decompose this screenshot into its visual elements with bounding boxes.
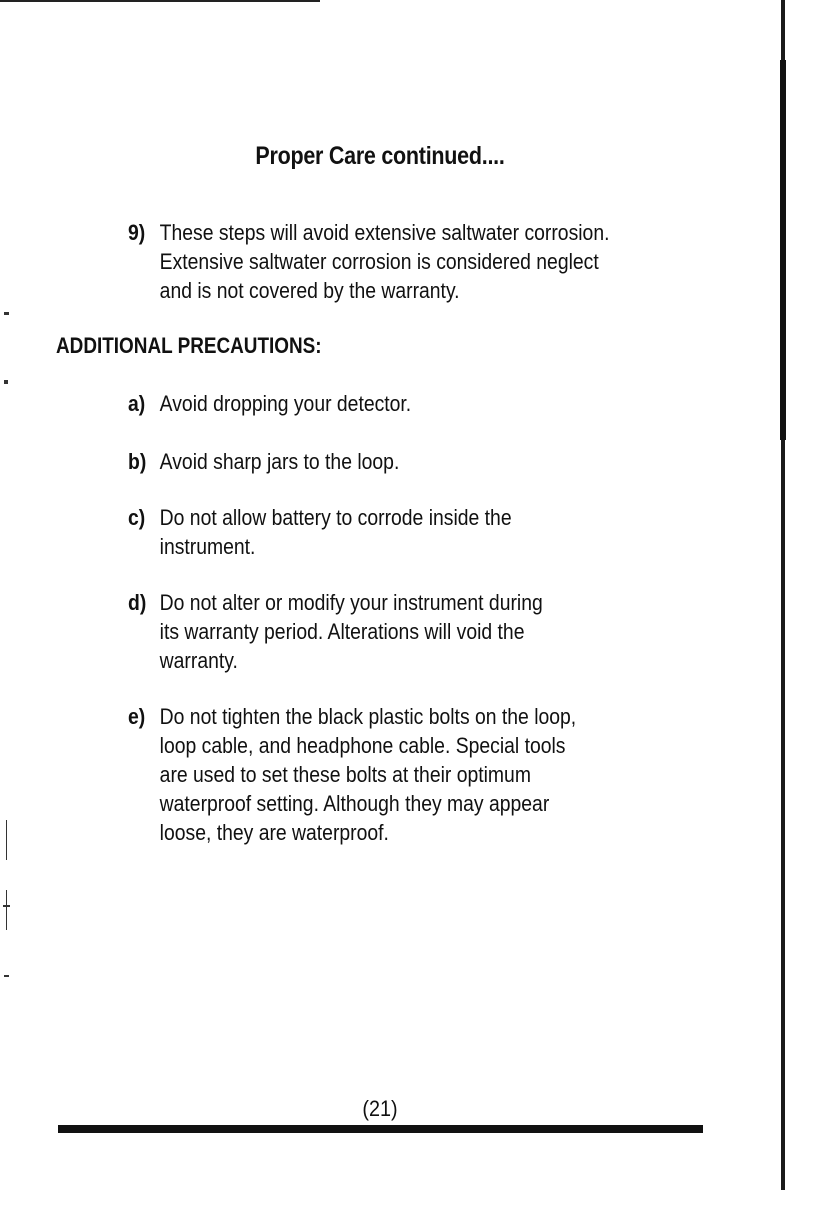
- item-marker: e): [128, 704, 146, 729]
- item-marker: c): [128, 505, 146, 530]
- item-text: [160, 702, 621, 847]
- item-text: [160, 447, 621, 476]
- item-line: its warranty period. Alterations will void the: [159, 619, 525, 644]
- item-line: are used to set these bolts at their optimum: [159, 762, 531, 787]
- item-line: warranty.: [159, 648, 238, 673]
- item-line: and is not covered by the warranty.: [159, 278, 460, 303]
- page-title: Proper Care continued....: [255, 142, 505, 170]
- precaution-b: [128, 447, 621, 476]
- item-marker: a): [128, 391, 146, 416]
- item-line: Do not allow battery to corrode inside the: [159, 505, 512, 530]
- scan-speck: [6, 820, 7, 860]
- item-line: instrument.: [159, 534, 256, 559]
- page-number: (21): [362, 1096, 398, 1121]
- item-line: Extensive saltwater corrosion is considered neglect: [159, 249, 599, 274]
- precaution-a: [128, 389, 621, 418]
- scan-speck: [6, 890, 7, 930]
- item-line: loose, they are waterproof.: [159, 820, 389, 845]
- item-marker: 9): [128, 220, 146, 245]
- precaution-d: [128, 588, 621, 675]
- scan-speck: [3, 905, 10, 907]
- item-line: Do not tighten the black plastic bolts on the loop,: [159, 704, 577, 729]
- item-marker: b): [128, 449, 147, 474]
- item-marker: d): [128, 590, 147, 615]
- bottom-rule: [58, 1125, 703, 1133]
- top-scan-rule: [0, 0, 320, 2]
- item-line: Avoid sharp jars to the loop.: [159, 449, 400, 474]
- item-line: Avoid dropping your detector.: [159, 391, 412, 416]
- item-line: waterproof setting. Although they may appear: [159, 791, 550, 816]
- item-text: [160, 503, 621, 561]
- section-heading: ADDITIONAL PRECAUTIONS:: [56, 333, 322, 358]
- item-line: These steps will avoid extensive saltwater corrosion.: [159, 220, 610, 245]
- scan-speck: [4, 312, 9, 315]
- item-text: [160, 218, 621, 305]
- scan-speck: [4, 380, 8, 384]
- item-line: loop cable, and headphone cable. Special tools: [159, 733, 566, 758]
- scan-speck: [4, 975, 9, 977]
- item-text: [160, 389, 621, 418]
- list-item-9: [128, 218, 621, 305]
- right-page-edge-shadow: [780, 60, 786, 440]
- precaution-c: [128, 503, 621, 561]
- item-line: Do not alter or modify your instrument during: [159, 590, 543, 615]
- item-text: [160, 588, 621, 675]
- precaution-e: [128, 702, 621, 847]
